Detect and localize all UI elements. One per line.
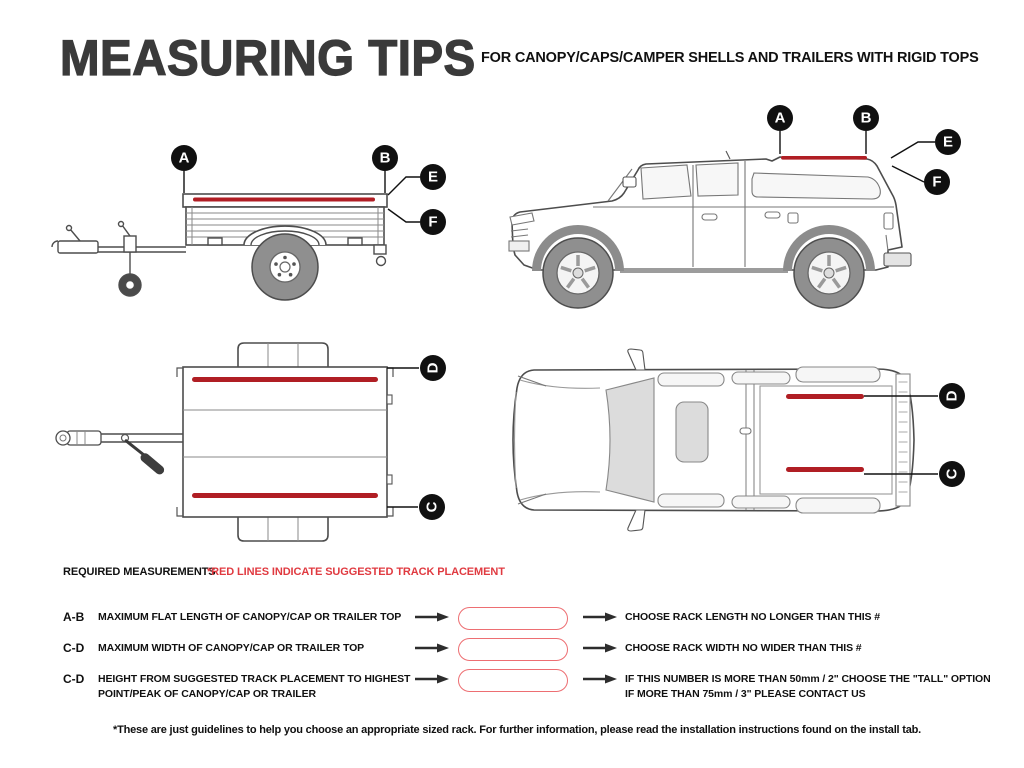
row-description-line2: POINT/PEAK OF CANOPY/CAP OR TRAILER <box>98 688 316 700</box>
svg-text:A: A <box>774 109 786 127</box>
marker-b <box>372 145 398 171</box>
jockey-crank-handle <box>122 435 166 477</box>
red-track-line-top <box>786 394 864 399</box>
marker-b <box>853 105 879 131</box>
red-track-line <box>193 198 375 202</box>
row-result-line2: IF MORE THAN 75mm / 3" PLEASE CONTACT US <box>625 688 866 700</box>
marker-e <box>420 164 446 190</box>
arrow-right-icon <box>583 612 617 622</box>
row-result: CHOOSE RACK LENGTH NO LONGER THAN THIS # <box>625 611 881 623</box>
svg-text:C: C <box>943 468 961 480</box>
svg-text:F: F <box>932 173 942 191</box>
measurement-value-box <box>458 607 568 630</box>
marker-c <box>419 494 445 520</box>
svg-text:D: D <box>943 390 961 402</box>
row-result: CHOOSE RACK WIDTH NO WIDER THAN THIS # <box>625 642 862 654</box>
page-title: MEASURING TIPS <box>60 30 476 86</box>
marker-leader-lines <box>387 368 419 507</box>
svg-text:E: E <box>427 168 439 186</box>
svg-text:D: D <box>424 362 442 374</box>
truck-top-view-diagram <box>490 340 1000 545</box>
section-heading: REQUIRED MEASUREMENTS <box>63 566 216 578</box>
footer-note: *These are just guidelines to help you choose an appropriate sized rack. For further information, please read the installation instructions found on the install tab. <box>113 724 922 736</box>
row-description: MAXIMUM WIDTH OF CANOPY/CAP OR TRAILER TOP <box>98 642 365 654</box>
svg-text:E: E <box>942 133 954 151</box>
marker-f <box>420 209 446 235</box>
arrow-right-icon <box>583 674 617 684</box>
red-track-line-top <box>192 377 378 382</box>
row-description: MAXIMUM FLAT LENGTH OF CANOPY/CAP OR TRAILER TOP <box>98 611 402 623</box>
red-track-line <box>781 156 867 160</box>
trailer-side-view-diagram <box>40 130 480 330</box>
svg-text:C: C <box>423 501 441 513</box>
measurement-value-box <box>458 638 568 661</box>
arrow-right-icon <box>583 643 617 653</box>
row-id: A-B <box>63 610 85 624</box>
truck-rear-wheel <box>794 238 864 308</box>
svg-text:A: A <box>178 149 190 167</box>
marker-d <box>420 355 446 381</box>
trailer-top-body <box>56 343 393 541</box>
page-subtitle: FOR CANOPY/CAPS/CAMPER SHELLS AND TRAILERS WITH RIGID TOPS <box>481 50 979 66</box>
marker-a <box>767 105 793 131</box>
marker-e <box>935 129 961 155</box>
measurement-value-box <box>458 669 568 692</box>
trailer-body <box>52 194 387 296</box>
red-track-line-bottom <box>786 467 864 472</box>
red-track-line-bottom <box>192 493 378 498</box>
arrow-right-icon <box>415 674 449 684</box>
svg-text:B: B <box>379 149 391 167</box>
trailer-wheel <box>252 234 318 300</box>
row-description: HEIGHT FROM SUGGESTED TRACK PLACEMENT TO HIGHEST <box>98 673 411 685</box>
svg-text:F: F <box>428 213 438 231</box>
svg-text:B: B <box>860 109 872 127</box>
truck-front-wheel <box>543 238 613 308</box>
arrow-right-icon <box>415 643 449 653</box>
trailer-top-view-diagram <box>25 335 480 550</box>
marker-a <box>171 145 197 171</box>
marker-d <box>939 383 965 409</box>
truck-side-view-diagram <box>480 95 1000 325</box>
row-id: C-D <box>63 641 85 655</box>
truck-top-body <box>513 369 914 511</box>
row-id: C-D <box>63 672 85 686</box>
arrow-right-icon <box>415 612 449 622</box>
red-lines-note: *RED LINES INDICATE SUGGESTED TRACK PLACEMENT <box>207 566 505 578</box>
marker-f <box>924 169 950 195</box>
marker-c <box>939 461 965 487</box>
row-result: IF THIS NUMBER IS MORE THAN 50mm / 2" CHOOSE THE "TALL" OPTION <box>625 673 991 685</box>
